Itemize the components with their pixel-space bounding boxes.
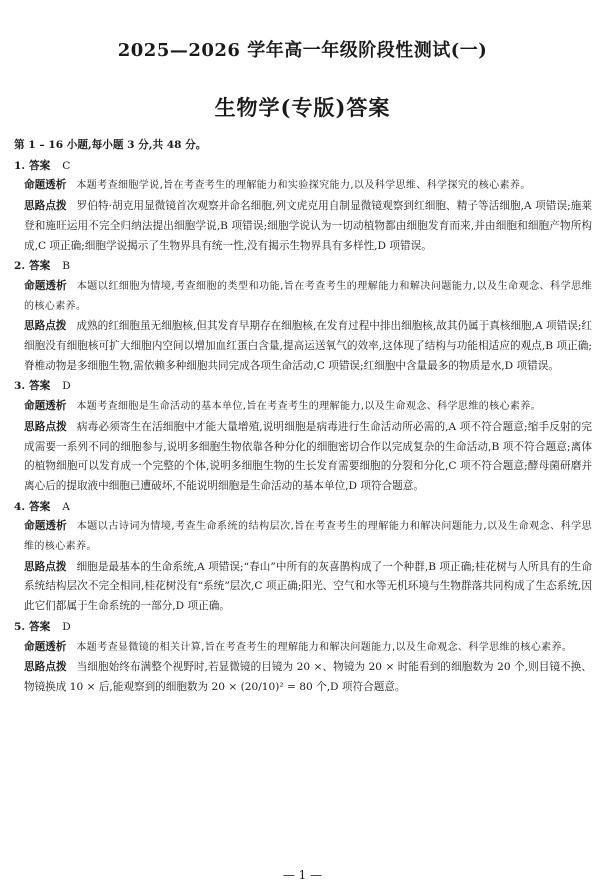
analysis-text: 本题以红细胞为情境,考查细胞的类型和功能,旨在考查考生的理解能力和解决问题能力,以及生命观念、科学思维的核心素养。 [24,280,592,312]
analysis-text: 本题考查细胞学说,旨在考查考生的理解能力和实验探究能力,以及科学思维、科学探究的核心素养。 [76,180,531,192]
answer-label: 答案 [29,260,51,273]
hint-text: 当细胞始终布满整个视野时,若显微镜的目镜为 20 ×、物镜为 20 × 时能看到的细胞数为 20 个,则目镜不换、物镜换成 10 × 后,能观察到的细胞数为 20 × (20/10)² = 80 个,D 项符合题意。 [24,661,593,693]
analysis-paragraph [24,397,592,417]
question-header [14,257,592,277]
question-number: 4. [14,500,26,513]
question-number: 2. [14,260,26,273]
question-3 [14,377,592,496]
answer-value: D [62,620,71,633]
analysis-text: 本题考查显微镜的相关计算,旨在考查考生的理解能力和解决问题能力,以及生命观念、科学思维的核心素养。 [76,641,573,653]
page-number: — 1 — [282,868,323,882]
question-5 [14,618,592,698]
answer-label: 答案 [29,380,51,393]
analysis-paragraph [24,517,592,556]
hint-paragraph [24,418,592,497]
answer-value: C [62,159,71,172]
question-1 [14,157,592,257]
hint-paragraph [24,658,592,697]
hint-paragraph [24,558,592,617]
hint-label: 思路点拨 [24,200,67,213]
page-title: 2025—2026 学年高一年级阶段性测试(一) [117,40,488,61]
hint-text: 细胞是最基本的生命系统,A 项错误;“春山”中所有的灰喜鹊构成了一个种群,B 项正确;桂花树与人所具有的生命系统结构层次不完全相同,桂花树没有“系统”层次,C 项正确;阳光、空气和水等无机环境与生物群落共同构成了生态系统,因此它们都属于生命系统的一部分,D 项正确。 [24,560,592,613]
analysis-label: 命题透析 [24,179,67,192]
page-subtitle: 生物学(专版)答案 [214,95,391,120]
question-4 [14,498,592,617]
analysis-text: 本题考查细胞是生命活动的基本单位,旨在考查考生的理解能力,以及生命观念、科学思维的核心素养。 [76,401,542,413]
analysis-paragraph [24,176,592,196]
question-header [14,157,592,177]
hint-label: 思路点拨 [24,320,67,333]
hint-label: 思路点拨 [24,420,67,433]
section-intro: 第 1 – 16 小题,每小题 3 分,共 48 分。 [14,139,207,151]
question-header [14,618,592,638]
answer-label: 答案 [29,500,51,513]
question-2 [14,257,592,376]
question-header [14,377,592,397]
answer-value: B [62,260,70,273]
hint-text: 病毒必须寄生在活细胞中才能大量增殖,说明细胞是病毒进行生命活动所必需的,A 项不符合题意;缩手反射的完成需要一系列不同的细胞参与,说明多细胞生物依靠各种分化的细胞密切合作以完成复杂的生命活动,B 项不符合题意;离体的植物细胞可以发育成一个完整的个体,说明多细胞生物的生长发育需要细胞的分裂和分化,C 项不符合题意;酵母菌研磨并离心后的提取液中细胞已遭破坏,不能说明细胞是生命活动的基本单位,D 项符合题意。 [24,420,592,492]
analysis-paragraph [24,277,592,316]
question-number: 1. [14,159,26,172]
answer-label: 答案 [29,159,51,172]
question-number: 3. [14,380,26,393]
hint-paragraph [24,317,592,376]
hint-text: 成熟的红细胞虽无细胞核,但其发育早期存在细胞核,在发育过程中排出细胞核,故其仍属于真核细胞,A 项错误;红细胞没有细胞核可扩大细胞内空间以增加血红蛋白含量,提高运送氧气的效率,这体现了结构与功能相适应的观点,B 项正确;脊椎动物是多细胞生物,需依赖多种细胞共同完成各项生命活动,C 项错误;红细胞中含量最多的物质是水,D 项错误。 [24,320,593,372]
analysis-text: 本题以古诗词为情境,考查生命系统的结构层次,旨在考查考生的理解能力和解决问题能力,以及生命观念、科学思维的核心素养。 [24,521,592,553]
hint-paragraph [24,197,592,256]
analysis-label: 命题透析 [24,279,67,292]
hint-text: 罗伯特·胡克用显微镜首次观察并命名细胞,列文虎克用自制显微镜观察到红细胞、精子等活细胞,A 项错误;施莱登和施旺运用不完全归纳法提出细胞学说,B 项错误;细胞学说认为一切动植物都由细胞发育而来,并由细胞和细胞产物所构成,C 项正确;细胞学说揭示了生物界具有统一性,没有揭示生物界具有多样性,D 项错误。 [24,200,593,252]
answer-label: 答案 [29,620,51,633]
analysis-label: 命题透析 [24,520,67,533]
question-header [14,498,592,518]
hint-label: 思路点拨 [24,560,67,573]
question-number: 5. [14,620,26,633]
analysis-label: 命题透析 [24,400,67,413]
answer-value: A [62,500,70,513]
analysis-label: 命题透析 [24,640,67,653]
answer-content [14,136,592,699]
hint-label: 思路点拨 [24,661,67,674]
answer-value: D [62,380,71,393]
analysis-paragraph [24,638,592,658]
